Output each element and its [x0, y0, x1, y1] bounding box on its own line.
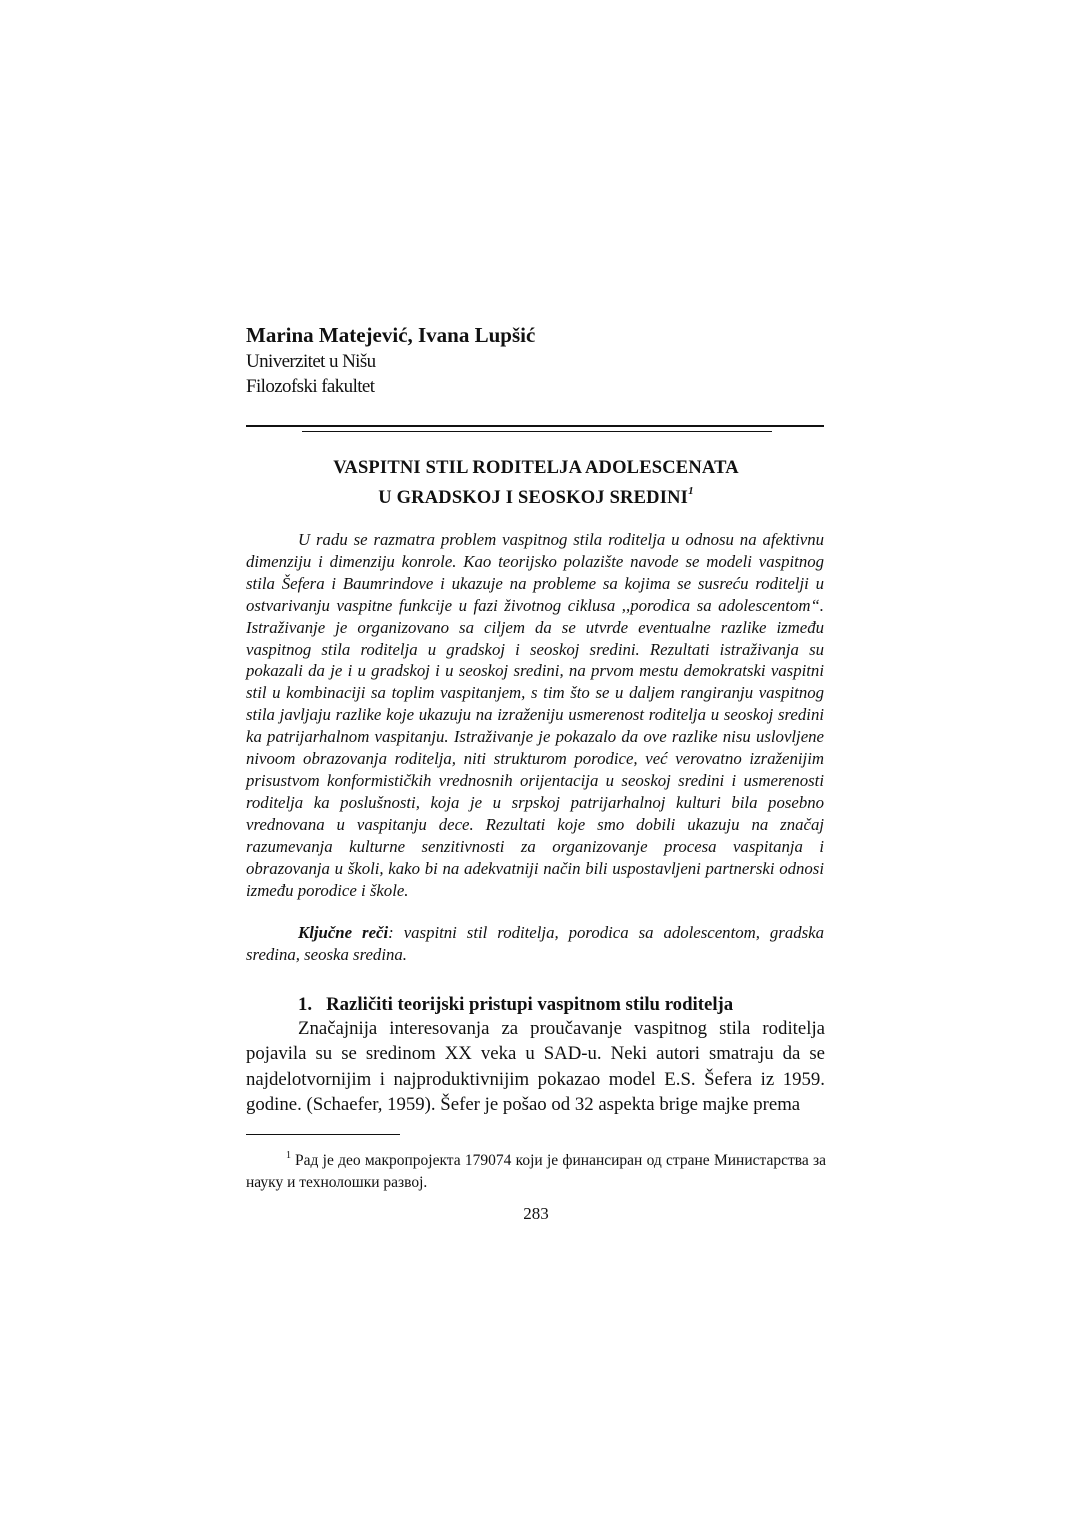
keywords-label: Ključne reči: [298, 923, 389, 942]
title-line-2: [246, 481, 826, 511]
footnote-text: Рад је део макропројекта 179074 који је финансиран од стране Министарства за науку и технолошки развој.: [246, 1152, 826, 1192]
footnote: [246, 1146, 826, 1194]
paper-title: [246, 456, 826, 511]
footnote-rule: [246, 1134, 400, 1135]
keywords-text: : vaspitni stil roditelja, porodica sa adolescentom, gradska sredina, seoska sredina.: [246, 923, 824, 964]
title-line-2-text: U GRADSKOJ I SEOSKOJ SREDINI: [378, 488, 689, 509]
title-rule-outer: [246, 425, 824, 427]
authors: Marina Matejević, Ivana Lupšić: [246, 323, 536, 347]
page-number: 283: [523, 1204, 549, 1223]
section-heading: [246, 992, 826, 1017]
title-rule-inner: [302, 431, 772, 432]
section-body: [246, 1016, 825, 1117]
faculty: Filozofski fakultet: [246, 376, 375, 397]
footnote-mark: 1: [286, 1150, 291, 1161]
university: Univerzitet u Nišu: [246, 351, 376, 372]
section-title: Različiti teorijski pristupi vaspitnom stilu roditelja: [326, 994, 734, 1015]
author-block: [246, 322, 826, 399]
title-line-1: VASPITNI STIL RODITELJA ADOLESCENATA: [333, 458, 739, 478]
body-text: Značajnija interesovanja za proučavanje vaspitnog stila roditelja pojavila su se sredinom XX veka u SAD-u. Neki autori smatraju da se najdelotvornijim i najproduktivnijim pokazao model E.S. Šefera iz 1959. godine. (Schaefer, 1959). Šefer je pošao od 32 aspekta brige majke prema: [246, 1018, 825, 1115]
abstract-text: U radu se razmatra problem vaspitnog stila roditelja u odnosu na afektivnu dimenziju i dimenziju konrole. Kao teorijsko polazište navode se modeli vaspitnog stila Šefera i Baumrindove i ukazuje na probleme sa kojima se susreću roditelji u ostvarivanju vaspitne funkcije u fazi životnog ciklusa ,,porodica sa adolescentom“. Istraživanje je organizovano sa ciljem da se utvrde eventualne razlike između vaspitnog stila roditelja u gradskoj i seoskoj sredini. Rezultati istraživanja su pokazali da je i u gradskoj i u seoskoj sredini, na prvom mestu demokratski vaspitni stil u kombinaciji sa toplim vaspitanjem, s tim što se u daljem rangiranju vaspitnog stila javljaju razlike koje ukazuju na izraženiju usmerenost roditelja u seoskoj sredini ka patrijarhalnom vaspitanju. Istraživanje je pokazalo da ove razlike nisu uslovljene nivoom obrazovanja roditelja, niti strukturom porodice, već verovatno izraženijim prisustvom konformističkih vrednosnih orijentacija u seoskoj sredini i usmerenosti roditelja ka poslušnosti, koja je u srpskoj patrijarhalnoj kulturi bila posebno vrednovana u vaspitanju dece. Rezultati koje smo dobili ukazuju na značaj razumevanja kulturne senzitivnosti za organizovanje procesa vaspitanja i obrazovanja u školi, kako bi na adekvatniji način bili uspostavljeni partnerski odnosi između porodice i škole.: [246, 530, 824, 900]
abstract: [246, 529, 824, 901]
section-number: 1.: [298, 994, 313, 1015]
keywords: [246, 922, 824, 966]
title-footnote-mark: 1: [688, 485, 694, 497]
